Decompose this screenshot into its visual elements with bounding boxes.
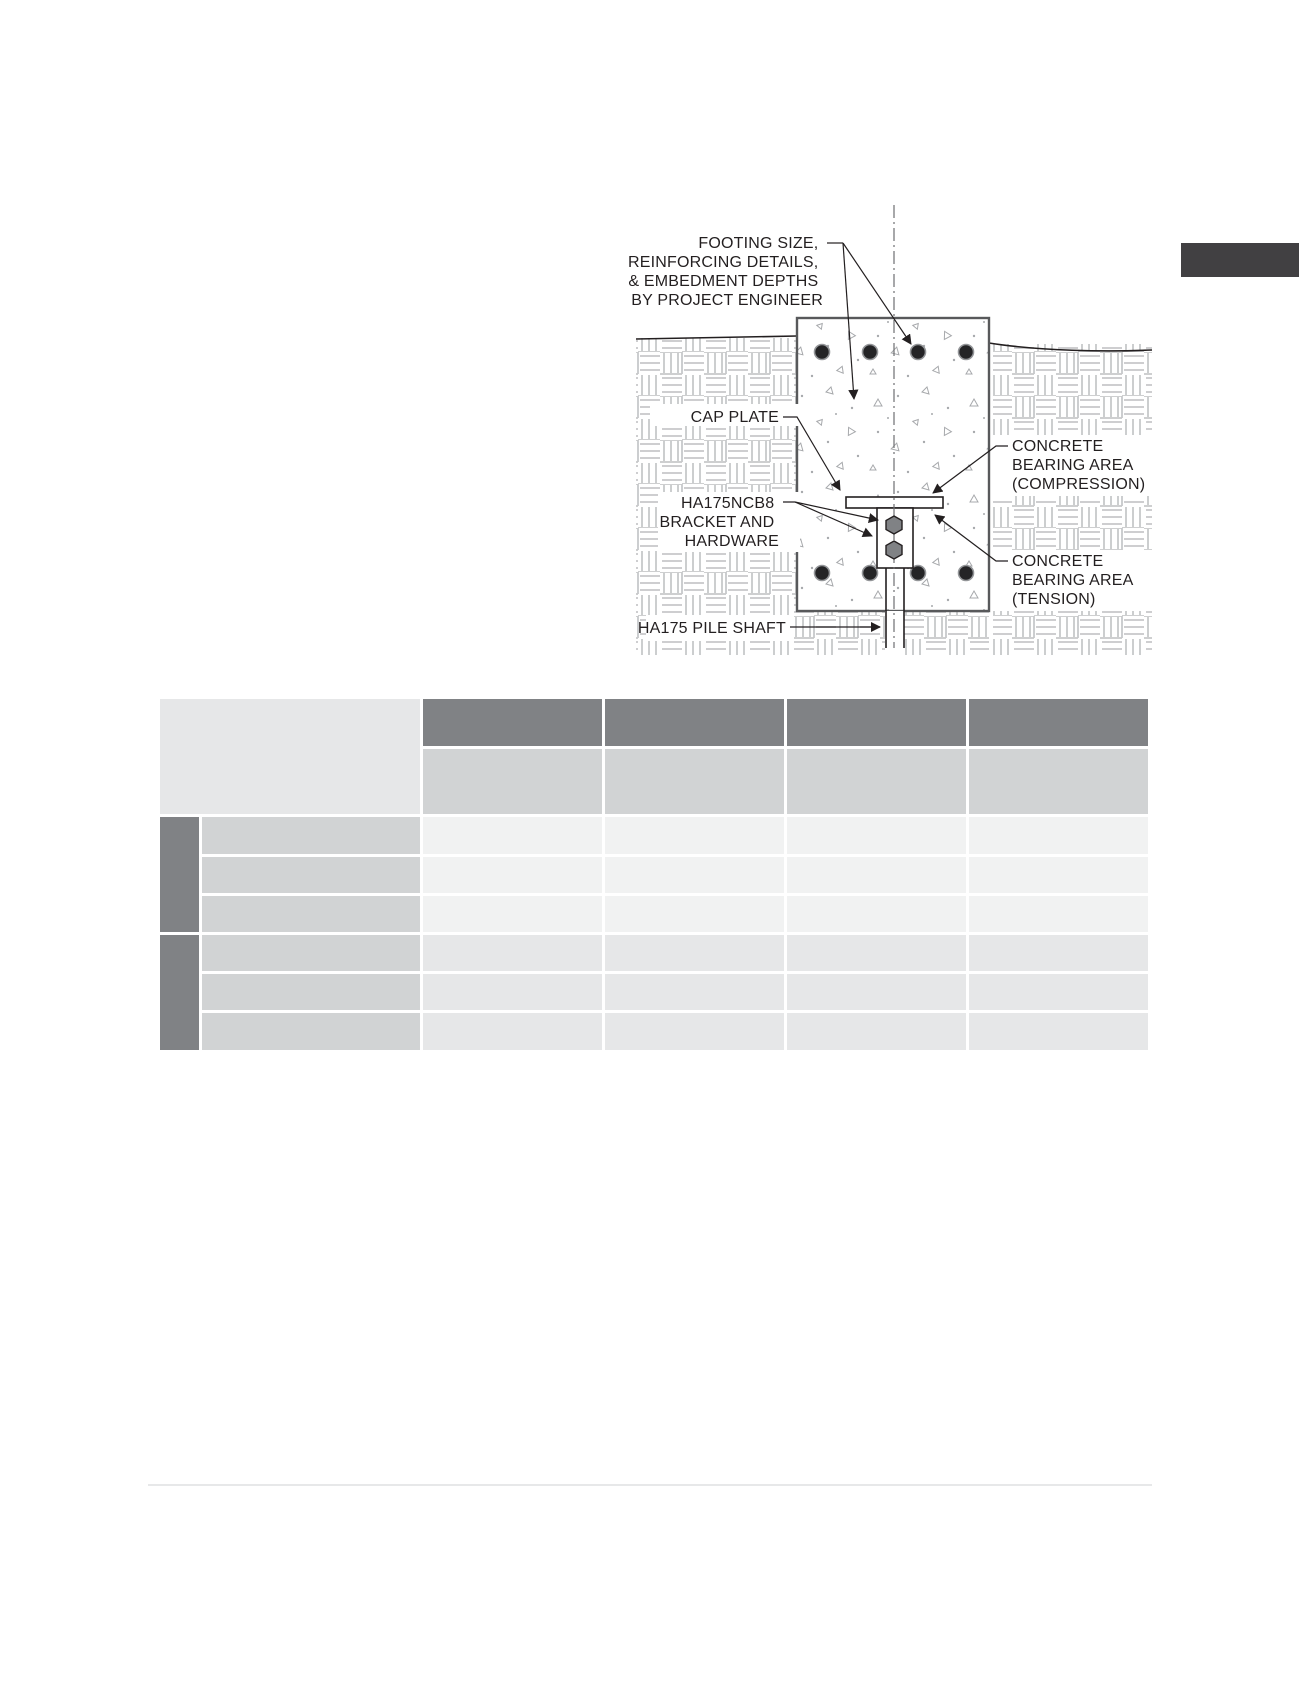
table-corner-cell bbox=[160, 699, 420, 814]
rebar-dot bbox=[959, 566, 974, 581]
data-cell bbox=[787, 817, 966, 854]
table-subheader-cell bbox=[423, 749, 602, 814]
data-cell bbox=[787, 935, 966, 971]
data-cell bbox=[969, 896, 1148, 932]
data-cell bbox=[423, 896, 602, 932]
hex-nut-icon bbox=[886, 541, 902, 559]
footing-note-label: FOOTING SIZE, REINFORCING DETAILS, & EMBEDMENT DEPTHS BY PROJECT ENGINEER bbox=[627, 235, 823, 309]
data-cell bbox=[423, 935, 602, 971]
table-header-cell bbox=[423, 699, 602, 746]
row-label-cell bbox=[202, 896, 420, 932]
data-cell bbox=[969, 1013, 1148, 1050]
cap-plate-label: CAP PLATE bbox=[690, 409, 779, 426]
rebar-dot bbox=[911, 345, 926, 360]
data-cell bbox=[787, 974, 966, 1010]
bearing-tension-label: CONCRETE BEARING AREA (TENSION) bbox=[1012, 553, 1133, 608]
rebar-dot bbox=[815, 566, 830, 581]
rebar-dot bbox=[863, 345, 878, 360]
row-label-cell bbox=[202, 974, 420, 1010]
data-cell bbox=[423, 974, 602, 1010]
bracket-label: HA175NCB8 BRACKET AND HARDWARE bbox=[659, 495, 779, 550]
spec-table bbox=[160, 699, 1148, 1050]
data-cell bbox=[969, 974, 1148, 1010]
table-subheader-cell bbox=[787, 749, 966, 814]
row-label-cell bbox=[202, 1013, 420, 1050]
data-cell bbox=[423, 817, 602, 854]
data-cell bbox=[605, 974, 784, 1010]
data-cell bbox=[605, 935, 784, 971]
data-cell bbox=[423, 1013, 602, 1050]
row-label-cell bbox=[202, 935, 420, 971]
data-cell bbox=[605, 817, 784, 854]
hex-nut-icon bbox=[886, 516, 902, 534]
table-header-cell bbox=[969, 699, 1148, 746]
data-cell bbox=[605, 857, 784, 893]
data-cell bbox=[423, 857, 602, 893]
section-tab bbox=[1181, 243, 1299, 277]
data-cell bbox=[787, 857, 966, 893]
table-subheader-cell bbox=[969, 749, 1148, 814]
data-cell bbox=[969, 935, 1148, 971]
row-group-band bbox=[160, 817, 199, 932]
table-header-cell bbox=[787, 699, 966, 746]
row-label-cell bbox=[202, 857, 420, 893]
pile-shaft-label: HA175 PILE SHAFT bbox=[637, 620, 786, 637]
rebar-dot bbox=[863, 566, 878, 581]
row-label-cell bbox=[202, 817, 420, 854]
rebar-dot bbox=[815, 345, 830, 360]
bearing-compression-label: CONCRETE BEARING AREA (COMPRESSION) bbox=[1012, 438, 1146, 493]
footing-detail-diagram bbox=[600, 200, 1180, 660]
data-cell bbox=[787, 1013, 966, 1050]
table-subheader-cell bbox=[605, 749, 784, 814]
rebar-dot bbox=[959, 345, 974, 360]
row-group-band bbox=[160, 935, 199, 1050]
data-cell bbox=[605, 1013, 784, 1050]
data-cell bbox=[787, 896, 966, 932]
data-cell bbox=[969, 857, 1148, 893]
data-cell bbox=[969, 817, 1148, 854]
table-header-cell bbox=[605, 699, 784, 746]
data-cell bbox=[605, 896, 784, 932]
footer-divider bbox=[148, 1484, 1152, 1486]
